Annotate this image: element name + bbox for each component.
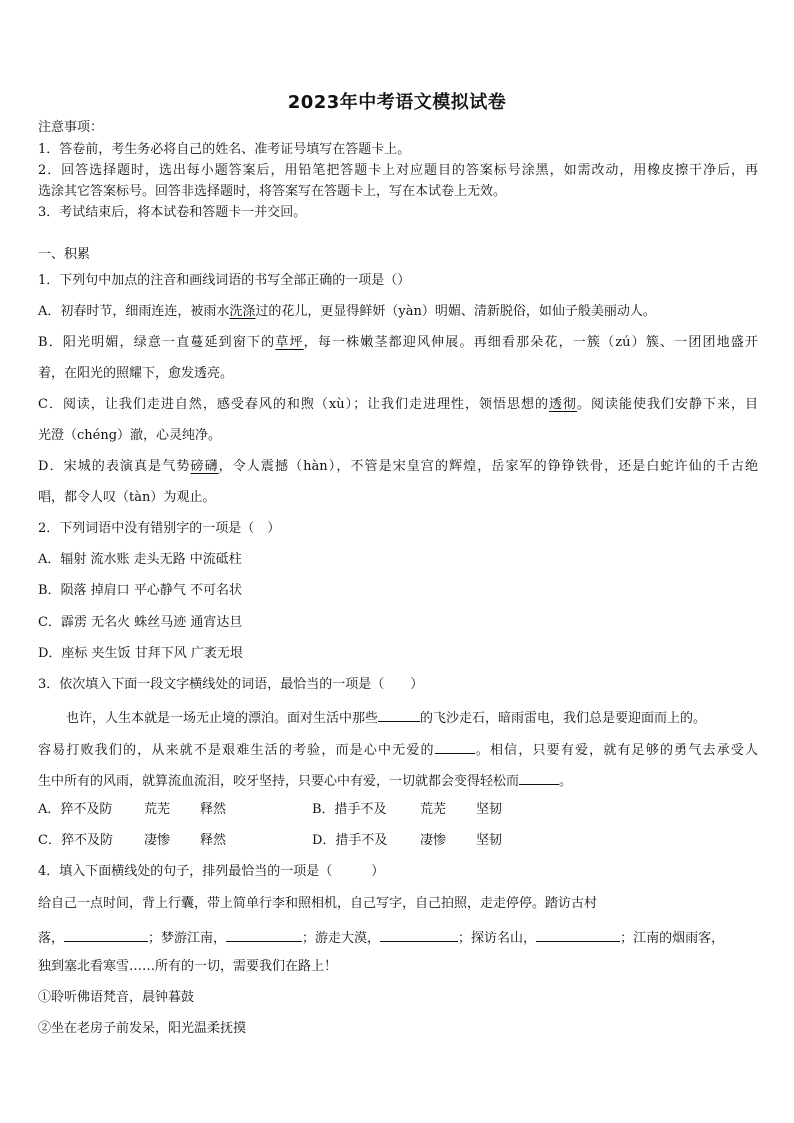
notice-item: 3．考试结束后，将本试卷和答题卡一并交回。 — [38, 205, 307, 220]
answer-blank — [378, 707, 420, 722]
option-text: 。阅读能使我们安静下来，目 — [577, 397, 758, 412]
option-word: A．猝不及防 — [38, 802, 113, 817]
question-3-options-row — [38, 801, 526, 819]
notice-item: 选涂其它答案标号。回答非选择题时，将答案写在答题卡上，写在本试卷上无效。 — [38, 184, 507, 199]
option-text: ，每一株嫩茎都迎风伸展。再细看那朵花，一簇（zú）簇、一团团地盛开 — [303, 335, 758, 350]
question-1-option-a — [38, 303, 758, 321]
option-word: 坚韧 — [476, 802, 503, 817]
question-2-option-a: A．辐射 流水账 走头无路 中流砥柱 — [38, 552, 242, 567]
question-4-sentence-2: ②坐在老房子前发呆，阳光温柔抚摸 — [38, 1021, 247, 1036]
question-1-option-b — [38, 334, 758, 352]
option-text: 过的花儿，更显得鲜妍（yàn）明媚、清新脱俗，如仙子般美丽动人。 — [255, 304, 656, 319]
underlined-word: 洗涤 — [229, 304, 256, 319]
question-1-option-c-cont: 光澄（chéng）澈，心灵纯净。 — [38, 428, 222, 443]
option-text: ，令人震撼（hàn），不管是宋皇宫的辉煌，岳家军的铮铮铁骨，还是白蛇许仙的千古绝 — [218, 459, 758, 474]
notice-heading: 注意事项： — [38, 120, 104, 135]
question-4-text-line: 给自己一点时间，背上行囊，带上简单行李和照相机，自己写字，自己拍照，走走停停。踏访古村 — [38, 896, 598, 911]
passage-text: ；江南的烟雨客， — [620, 931, 725, 946]
section-heading: 一、积累 — [38, 247, 91, 262]
answer-blank — [64, 927, 148, 942]
passage-text: ；探访名山， — [458, 931, 537, 946]
question-3-passage-line — [38, 739, 758, 760]
passage-text: 落， — [38, 931, 65, 946]
answer-blank — [519, 770, 559, 785]
question-3-stem: 3．依次填入下面一段文字横线处的词语，最恰当的一项是（ ） — [38, 677, 424, 692]
question-3-passage-line — [38, 770, 758, 791]
question-3-options-row — [38, 832, 526, 850]
option-word: 坚韧 — [476, 833, 503, 848]
passage-text: ；游走大漠， — [302, 931, 381, 946]
passage-text: 。相信，只要有爱，就有足够的勇气去承受人 — [474, 743, 758, 758]
question-2-option-b: B．陨落 掉肩口 平心静气 不可名状 — [38, 583, 242, 598]
question-4-blanks-line — [38, 927, 758, 948]
passage-text: 也许，人生本就是一场无止境的漂泊。面对生活中那些 — [66, 711, 379, 726]
answer-blank — [435, 739, 475, 754]
passage-text: ；梦游江南， — [148, 931, 227, 946]
option-word: 荒芜 — [420, 802, 447, 817]
answer-blank — [226, 927, 302, 942]
question-4-stem: 4．填入下面横线处的句子，排列最恰当的一项是（ ） — [38, 864, 385, 879]
option-word: 凄惨 — [144, 833, 171, 848]
answer-blank — [380, 927, 458, 942]
option-text: C．阅读，让我们走进自然，感受春风的和煦（xù）；让我们走进理性，领悟思想的 — [38, 397, 550, 412]
question-4-sentence-1: ①聆听佛语梵音，晨钟暮鼓 — [38, 990, 195, 1005]
option-word: 释然 — [200, 833, 227, 848]
passage-text: 容易打败我们的，从来就不是艰难生活的考验，而是心中无爱的 — [38, 743, 435, 758]
option-text: B．阳光明媚，绿意一直蔓延到窗下的 — [38, 335, 276, 350]
answer-blank — [536, 927, 620, 942]
question-2-stem: 2．下列词语中没有错别字的一项是（ ） — [38, 521, 281, 536]
passage-text: 的飞沙走石，暗雨雷电，我们总是要迎面而上的。 — [420, 711, 707, 726]
question-2-option-c: C．霹雳 无名火 蛛丝马迹 通宵达旦 — [38, 615, 243, 630]
notice-item: 1．答卷前，考生务必将自己的姓名、准考证号填写在答题卡上。 — [38, 142, 411, 157]
question-3-passage-line — [66, 707, 758, 728]
question-4-text-line: 独到塞北看寒雪……所有的一切，需要我们在路上！ — [38, 959, 338, 974]
option-text: A．初春时节，细雨连连，被雨水 — [38, 304, 230, 319]
passage-text: 生中所有的风雨，就算流血流泪，咬牙坚持，只要心中有爱，一切就都会变得轻松而 — [38, 774, 520, 789]
option-word: B．措手不及 — [312, 802, 387, 817]
question-1-stem: 1．下列句中加点的注音和画线词语的书写全部正确的一项是（） — [38, 273, 411, 288]
notice-item: 2．回答选择题时，选出每小题答案后，用铅笔把答题卡上对应题目的答案标号涂黑，如需改动，用橡皮擦干净后，再 — [38, 163, 758, 178]
underlined-word: 草坪 — [275, 335, 304, 350]
question-1-option-c — [38, 396, 758, 414]
question-1-option-d — [38, 458, 758, 476]
option-word: D．措手不及 — [312, 833, 388, 848]
passage-text: 。 — [559, 774, 573, 789]
option-text: D．宋城的表演真是气势 — [38, 459, 191, 474]
page-title: 2023年中考语文模拟试卷 — [287, 92, 507, 113]
option-word: C．猝不及防 — [38, 833, 113, 848]
option-word: 释然 — [200, 802, 227, 817]
question-2-option-d: D．座标 夹生饭 甘拜下风 广袤无垠 — [38, 646, 243, 661]
option-word: 凄惨 — [420, 833, 447, 848]
option-word: 荒芜 — [144, 802, 171, 817]
underlined-word: 透彻 — [549, 397, 578, 412]
underlined-word: 磅礴 — [190, 459, 219, 474]
question-1-option-b-cont: 着，在阳光的照耀下，愈发透亮。 — [38, 366, 234, 381]
question-1-option-d-cont: 唱，都令人叹（tàn）为观止。 — [38, 490, 216, 505]
